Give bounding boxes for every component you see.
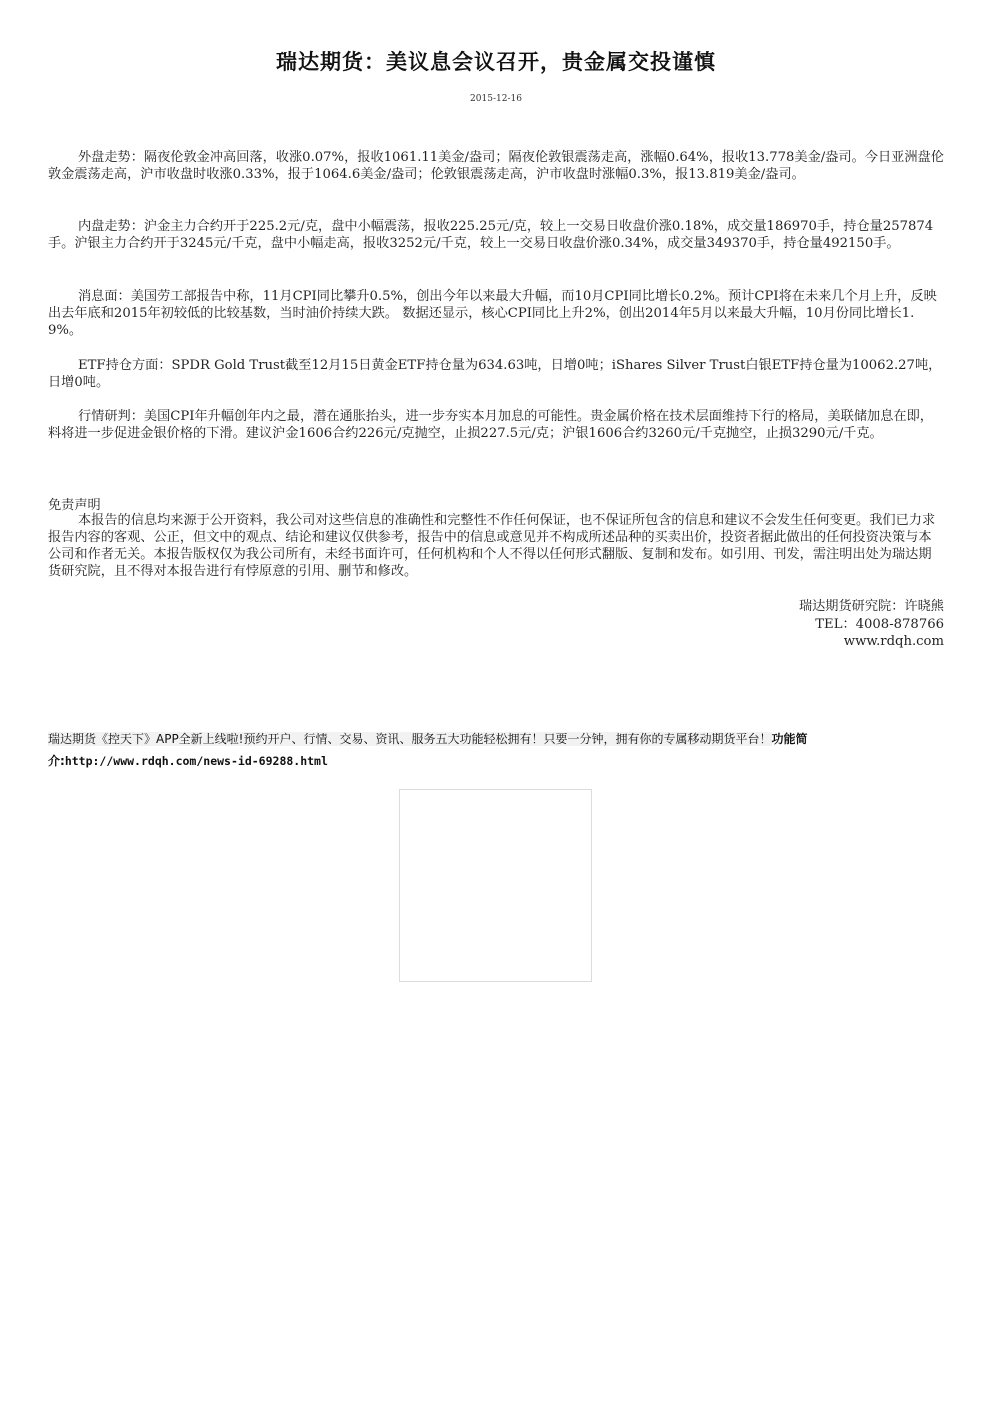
report-date: 2015-12-16 bbox=[470, 94, 522, 104]
paragraph-etf-holdings bbox=[48, 357, 944, 391]
promo-link[interactable]: http://www.rdqh.com/news-id-69288.html bbox=[64, 754, 328, 768]
paragraph-overseas-market bbox=[48, 149, 944, 183]
paragraph-news bbox=[48, 288, 944, 339]
paragraph-text: 消息面：美国劳工部报告中称，11月CPI同比攀升0.5%，创出今年以来最大升幅，而10月CPI同比增长0.2%。预计CPI将在未来几个月上升，反映出去年底和2015年初较低的比较基数，当时油价持续大跌。 数据还显示，核心CPI同比上升2%，创出2014年5月以来最大升幅，10月份同比增长1.9%。 bbox=[48, 289, 937, 338]
promo-feature-label: 功能简介: bbox=[48, 732, 808, 768]
signature-tel: TEL：4008-878766 bbox=[815, 616, 944, 632]
promo-text: 瑞达期货《控天下》APP全新上线啦!预约开户、行情、交易、资讯、服务五大功能轻松拥有！只要一分钟，拥有你的专属移动期货平台！ bbox=[48, 732, 772, 746]
paragraph-text: ETF持仓方面：SPDR Gold Trust截至12月15日黄金ETF持仓量为634.63吨，日增0吨；iShares Silver Trust白银ETF持仓量为10062.27吨，日增0吨。 bbox=[48, 358, 942, 390]
disclaimer-heading: 免责声明 bbox=[48, 498, 101, 513]
signature-website: www.rdqh.com bbox=[843, 634, 944, 649]
disclaimer-body bbox=[48, 512, 944, 580]
paragraph-text: 行情研判：美国CPI年升幅创年内之最，潜在通胀抬头，进一步夯实本月加息的可能性。贵金属价格在技术层面维持下行的格局，美联储加息在即，料将进一步促进金银价格的下滑。建议沪金1606合约226元/克抛空，止损227.5元/克；沪银1606合约3260元/千克抛空，止损3290元/千克。 bbox=[48, 409, 933, 441]
signature-block bbox=[799, 598, 944, 651]
image-placeholder bbox=[399, 789, 592, 982]
app-promo bbox=[48, 728, 918, 772]
paragraph-text: 内盘走势：沪金主力合约开于225.2元/克，盘中小幅震荡，报收225.25元/克，较上一交易日收盘价涨0.18%，成交量186970手，持仓量257874手。沪银主力合约开于3245元/千克，盘中小幅走高，报收3252元/千克，较上一交易日收盘价涨0.34%，成交量349370手，持仓量492150手。 bbox=[48, 219, 934, 251]
signature-org: 瑞达期货研究院：许晓熊 bbox=[798, 599, 944, 614]
paragraph-domestic-market bbox=[48, 218, 944, 252]
disclaimer-text: 本报告的信息均来源于公开资料，我公司对这些信息的准确性和完整性不作任何保证，也不保证所包含的信息和建议不会发生任何变更。我们已力求报告内容的客观、公正，但文中的观点、结论和建议仅供参考，报告中的信息或意见并不构成所述品种的买卖出价，投资者据此做出的任何投资决策与本公司和作者无关。本报告版权仅为我公司所有，未经书面许可，任何机构和个人不得以任何形式翻版、复制和发布。如引用、刊发，需注明出处为瑞达期货研究院，且不得对本报告进行有悖原意的引用、删节和修改。 bbox=[48, 513, 936, 579]
paragraph-text: 外盘走势：隔夜伦敦金冲高回落，收涨0.07%，报收1061.11美金/盎司；隔夜伦敦银震荡走高，涨幅0.64%，报收13.778美金/盎司。今日亚洲盘伦敦金震荡走高，沪市收盘时收涨0.33%，报于1064.6美金/盎司；伦敦银震荡走高，沪市收盘时涨幅0.3%，报13.819美金/盎司。 bbox=[48, 150, 944, 182]
report-title: 瑞达期货：美议息会议召开，贵金属交投谨慎 bbox=[276, 49, 716, 74]
paragraph-market-analysis bbox=[48, 408, 944, 442]
